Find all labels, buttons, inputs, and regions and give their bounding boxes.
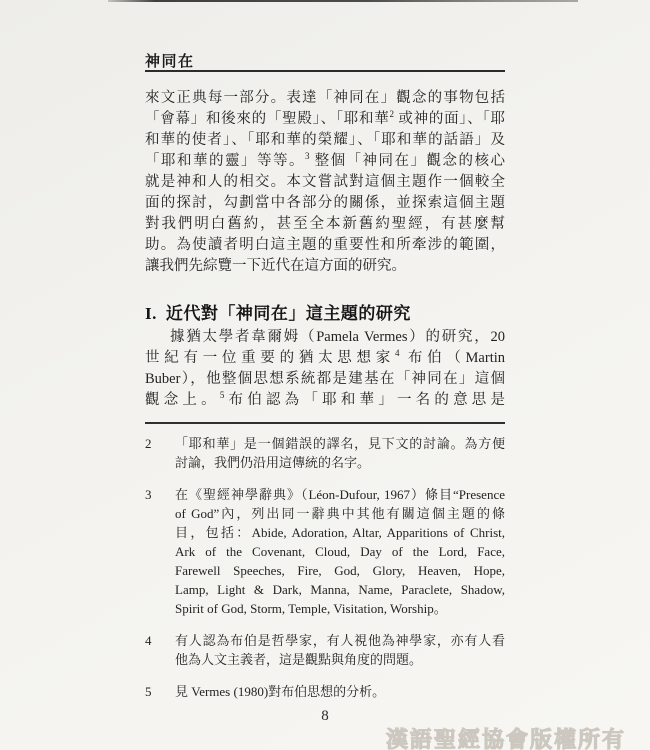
text-line: 討論，我們仍沿用這傳統的名字。 xyxy=(175,455,371,470)
text-segment: 布伯（Martin xyxy=(399,350,506,366)
footnote-ref-5: 5 xyxy=(219,390,225,401)
text-line: 和華的使者」、「耶和華的榮耀」、「耶和華的話語」及 xyxy=(145,132,505,148)
footnote-2 xyxy=(145,434,505,472)
text-line: 助。為使讀者明白這主題的重要性和所牽涉的範圍， xyxy=(145,237,505,253)
text-segment: 整個「神同在」觀念的核心 xyxy=(309,153,506,169)
body-paragraph-1 xyxy=(145,88,505,277)
text-line xyxy=(145,151,505,172)
text-segment: 「耶和華的靈」等等。 xyxy=(145,153,305,169)
section-title: 近代對「神同在」這主題的研究 xyxy=(165,304,411,323)
section-heading xyxy=(145,299,411,324)
text-line: Lamp, Light & Dark, Manna, Name, Paraclete, Shadow, xyxy=(175,582,505,597)
text-line: of God”內，列出同一辭典中其他有關這個主題的條 xyxy=(175,506,505,521)
footnote-5 xyxy=(145,682,505,701)
text-line: 目，包括：Abide, Adoration, Altar, Apparitions of Christ, xyxy=(175,525,505,540)
footnote-text xyxy=(175,682,505,701)
text-segment: 世紀有一位重要的猶太思想家 xyxy=(145,350,395,366)
text-segment: 觀念上。 xyxy=(145,392,220,408)
footnote-number: 4 xyxy=(145,633,152,648)
footnote-separator-rule xyxy=(145,422,505,424)
footnote-number: 3 xyxy=(145,487,152,502)
footnote-number: 5 xyxy=(145,684,152,699)
text-line: Buber），他整個思想系統都是建基在「神同在」這個 xyxy=(145,371,505,387)
running-header-rule xyxy=(145,70,505,72)
copyright-watermark: 漢語聖經協會版權所有 xyxy=(386,727,627,750)
text-line xyxy=(145,390,505,411)
text-line: Spirit of God, Storm, Temple, Visitation, Worship。 xyxy=(175,601,447,616)
text-line: 有人認為布伯是哲學家，有人視他為神學家，亦有人看 xyxy=(175,633,505,648)
footnote-text xyxy=(175,434,505,472)
text-line: 對我們明白舊約，甚至全本新舊約聖經，有甚麼幫 xyxy=(145,216,505,232)
text-line: Ark of the Covenant, Cloud, Day of the Lord, Face, xyxy=(175,544,505,559)
section-numeral: I. xyxy=(145,304,157,323)
footnote-3 xyxy=(145,485,505,618)
footnote-ref-3: 3 xyxy=(304,151,310,162)
footnote-4 xyxy=(145,631,505,669)
text-line: 就是神和人的相交。本文嘗試對這個主題作一個較全 xyxy=(145,174,505,190)
text-line: 來文正典每一部分。表達「神同在」觀念的事物包括 xyxy=(145,90,505,106)
footnote-text xyxy=(175,631,505,669)
footnote-ref-4: 4 xyxy=(395,348,400,359)
text-line: 在《聖經神學辭典》（Léon-Dufour, 1967）條目“Presence xyxy=(175,487,505,502)
footnote-text xyxy=(175,485,505,618)
text-line: 「耶和華」是一個錯誤的譯名，見下文的討論。為方便 xyxy=(175,436,505,451)
text-segment: 「會幕」和後來的「聖殿」、「耶和華 xyxy=(145,111,390,127)
footnote-ref-2: 2 xyxy=(389,109,394,120)
running-header: 神同在 xyxy=(145,53,195,70)
text-line xyxy=(145,348,505,369)
text-line: 面的探討，勾劃當中各部分的關係，並探索這個主題 xyxy=(145,195,505,211)
footnotes-block xyxy=(145,434,505,714)
body-paragraph-2 xyxy=(145,327,505,411)
text-segment: 或神的面」、「耶 xyxy=(394,111,506,127)
text-line: Farewell Speeches, Fire, God, Glory, Heaven, Hope, xyxy=(175,563,505,578)
page-number: 8 xyxy=(321,708,329,724)
scan-edge-artifact xyxy=(108,0,578,2)
text-line: 見 Vermes (1980)對布伯思想的分析。 xyxy=(175,684,386,699)
text-segment: 布伯認為「耶和華」一名的意思是 xyxy=(224,392,506,408)
text-line: 讓我們先綜覽一下近代在這方面的研究。 xyxy=(145,258,406,274)
footnote-number: 2 xyxy=(145,436,152,451)
text-line: 他為人文主義者，這是觀點與角度的問題。 xyxy=(175,652,423,667)
text-line xyxy=(145,109,505,130)
text-line: 據猶太學者韋爾姆（Pamela Vermes）的研究，20 xyxy=(170,329,505,345)
